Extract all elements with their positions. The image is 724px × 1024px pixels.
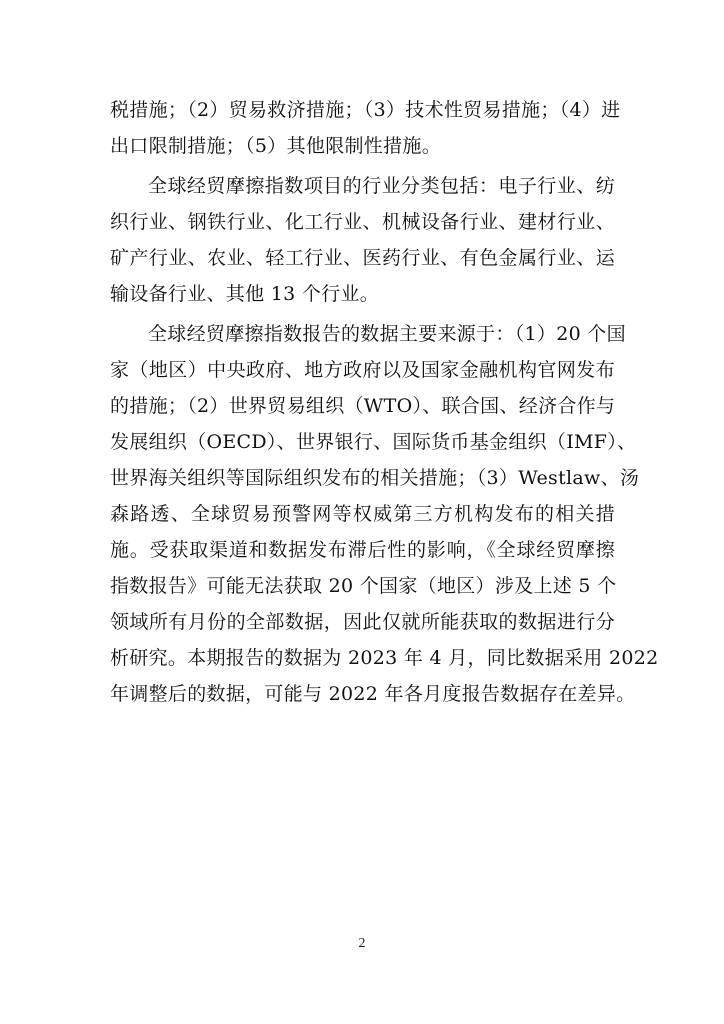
- text-line-17: 年调整后的数据，可能与 2022 年各月度报告数据存在差异。: [110, 683, 636, 705]
- text-line-8: 家（地区）中央政府、地方政府以及国家金融机构官网发布: [110, 359, 615, 381]
- text-line-14: 指数报告》可能无法获取 20 个国家（地区）涉及上述 5 个: [110, 575, 617, 597]
- text-line-11: 世界海关组织等国际组织发布的相关措施；（3）Westlaw、汤: [110, 467, 640, 489]
- text-line-5: 矿产行业、农业、轻工行业、医药行业、有色金属行业、运: [110, 247, 615, 269]
- page-number: 2: [358, 936, 366, 951]
- text-line-1: 税措施；（2）贸易救济措施；（3）技术性贸易措施；（4）进: [110, 99, 621, 121]
- text-line-3: 全球经贸摩擦指数项目的行业分类包括：电子行业、纺: [148, 175, 615, 197]
- text-line-10: 发展组织（OECD）、世界银行、国际货币基金组织（IMF）、: [110, 431, 637, 453]
- text-line-16: 析研究。本期报告的数据为 2023 年 4 月，同比数据采用 2022: [110, 647, 659, 669]
- text-line-12: 森路透、全球贸易预警网等权威第三方机构发布的相关措: [110, 503, 615, 525]
- text-line-7: 全球经贸摩擦指数报告的数据主要来源于：（1）20 个国: [148, 323, 626, 345]
- text-line-6: 输设备行业、其他 13 个行业。: [110, 283, 380, 305]
- text-line-15: 领域所有月份的全部数据，因此仅就所能获取的数据进行分: [110, 611, 615, 633]
- text-line-4: 织行业、钢铁行业、化工行业、机械设备行业、建材行业、: [110, 211, 615, 233]
- text-line-2: 出口限制措施；（5）其他限制性措施。: [110, 135, 441, 157]
- text-line-9: 的措施；（2）世界贸易组织（WTO）、联合国、经济合作与: [110, 395, 616, 417]
- text-line-13: 施。受获取渠道和数据发布滞后性的影响，《全球经贸摩擦: [110, 539, 615, 561]
